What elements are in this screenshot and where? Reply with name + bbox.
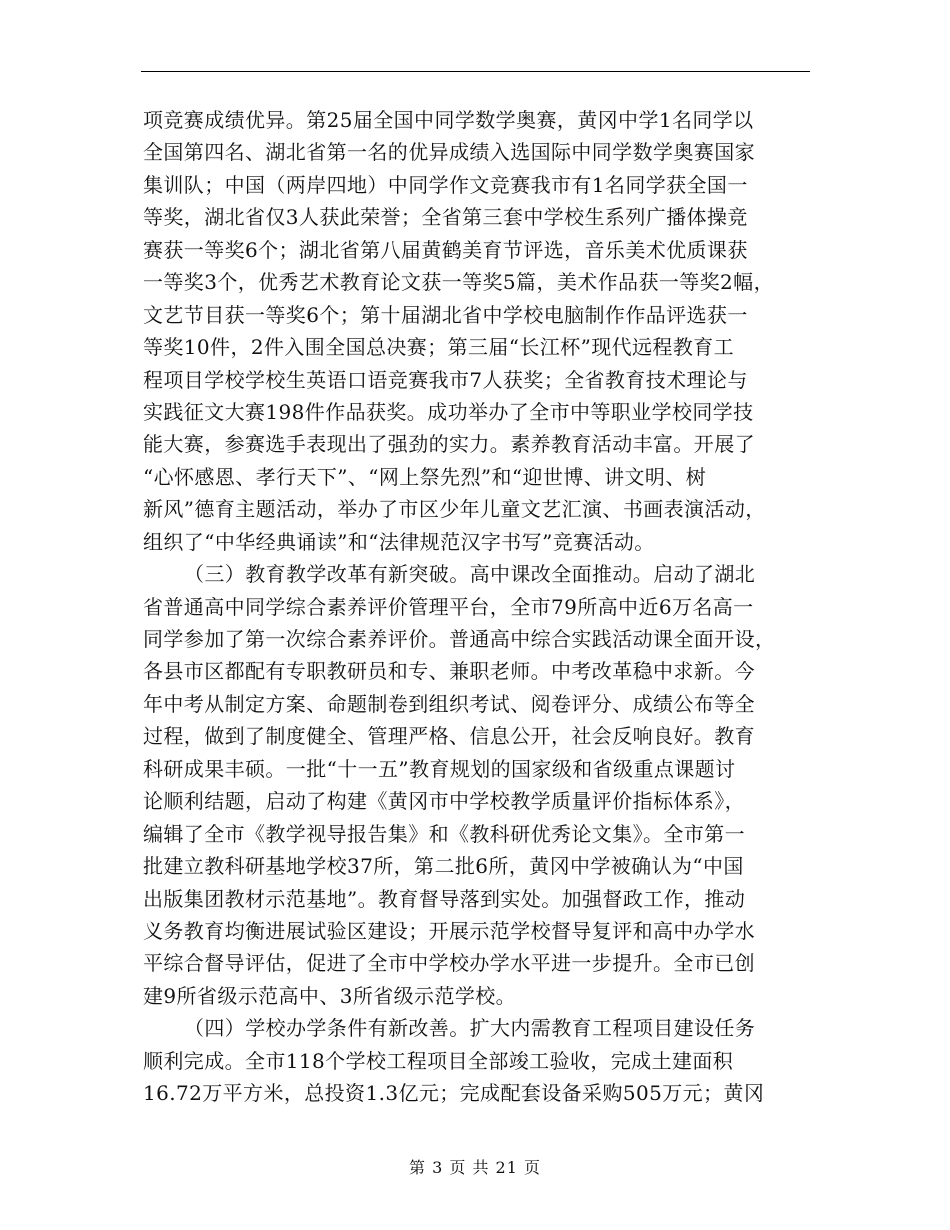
paragraph-start-line: （四）学校办学条件有新改善。扩大内需教育工程项目建设任务 (184, 1016, 756, 1041)
text-line: 义务教育均衡进展试验区建设；开展示范学校督导复评和高中办学水 (143, 918, 755, 943)
text-line: 顺利完成。全市118个学校工程项目全部竣工验收，完成土建面积 (143, 1048, 734, 1073)
text-line: 文艺节目获一等奖6个；第十届湖北省中学校电脑制作作品评选获一 (143, 302, 748, 327)
text-line: 年中考从制定方案、命题制卷到组织考试、阅卷评分、成绩公布等全 (143, 691, 755, 716)
text-line: 省普通高中同学综合素养评价管理平台，全市79所高中近6万名高一 (143, 594, 754, 619)
text-line: 编辑了全市《教学视导报告集》和《教科研优秀论文集》。全市第一 (143, 821, 745, 846)
text-line: 全国第四名、湖北省第一名的优异成绩入选国际中同学数学奥赛国家 (143, 140, 755, 165)
text-line: 一等奖3个，优秀艺术教育论文获一等奖5篇，美术作品获一等奖2幅， (143, 270, 774, 295)
page-number-footer: 第 3 页 共 21 页 (409, 1158, 541, 1177)
text-line: 出版集团教材示范基地”。教育督导落到实处。加强督政工作，推动 (143, 886, 746, 911)
paragraph-start-line: （三）教育教学改革有新突破。高中课改全面推动。启动了湖北 (184, 562, 756, 587)
text-line: 论顺利结题，启动了构建《黄冈市中学校教学质量评价指标体系》， (143, 789, 745, 814)
text-line: 集训队；中国（两岸四地）中同学作文竞赛我市有1名同学获全国一 (143, 172, 748, 197)
header-rule (141, 71, 810, 72)
text-line: 各县市区都配有专职教研员和专、兼职老师。中考改革稳中求新。今 (143, 659, 755, 684)
text-line: 等奖，湖北省仅3人获此荣誉；全省第三套中学校生系列广播体操竞 (143, 205, 748, 230)
text-line: 新风”德育主题活动，举办了市区少年儿童文艺汇演、书画表演活动， (143, 497, 766, 522)
body-text (143, 104, 818, 1110)
text-line: 科研成果丰硕。一批“十一五”教育规划的国家级和省级重点课题讨 (143, 756, 736, 781)
text-line: 等奖10件，2件入围全国总决赛；第三届“长江杯”现代远程教育工 (143, 335, 735, 360)
text-line: “心怀感恩、孝行天下”、“网上祭先烈”和“迎世博、讲文明、树 (143, 464, 707, 489)
text-line: 同学参加了第一次综合素养评价。普通高中综合实践活动课全面开设， (143, 627, 776, 651)
text-line: 赛获一等奖6个；湖北省第八届黄鹤美育节评选，音乐美术优质课获 (143, 237, 748, 262)
text-line: 实践征文大赛198件作品获奖。成功举办了全市中等职业学校同学技 (143, 399, 754, 424)
text-line: 建9所省级示范高中、3所省级示范学校。 (143, 983, 517, 1008)
text-line: 16.72万平方米，总投资1.3亿元；完成配套设备采购505万元；黄冈 (143, 1081, 765, 1106)
text-line: 能大赛，参赛选手表现出了强劲的实力。素养教育活动丰富。开展了 (143, 432, 755, 457)
text-line: 项竞赛成绩优异。第25届全国中同学数学奥赛，黄冈中学1名同学以 (143, 108, 754, 132)
text-line: 批建立教科研基地学校37所，第二批6所，黄冈中学被确认为“中国 (143, 854, 744, 879)
text-line: 组织了“中华经典诵读”和“法律规范汉字书写”竞赛活动。 (143, 529, 655, 554)
text-line: 平综合督导评估，促进了全市中学校办学水平进一步提升。全市已创 (143, 951, 755, 976)
text-line: 过程，做到了制度健全、管理严格、信息公开，社会反响良好。教育 (143, 724, 755, 749)
text-line: 程项目学校学校生英语口语竞赛我市7人获奖；全省教育技术理论与 (143, 367, 748, 392)
